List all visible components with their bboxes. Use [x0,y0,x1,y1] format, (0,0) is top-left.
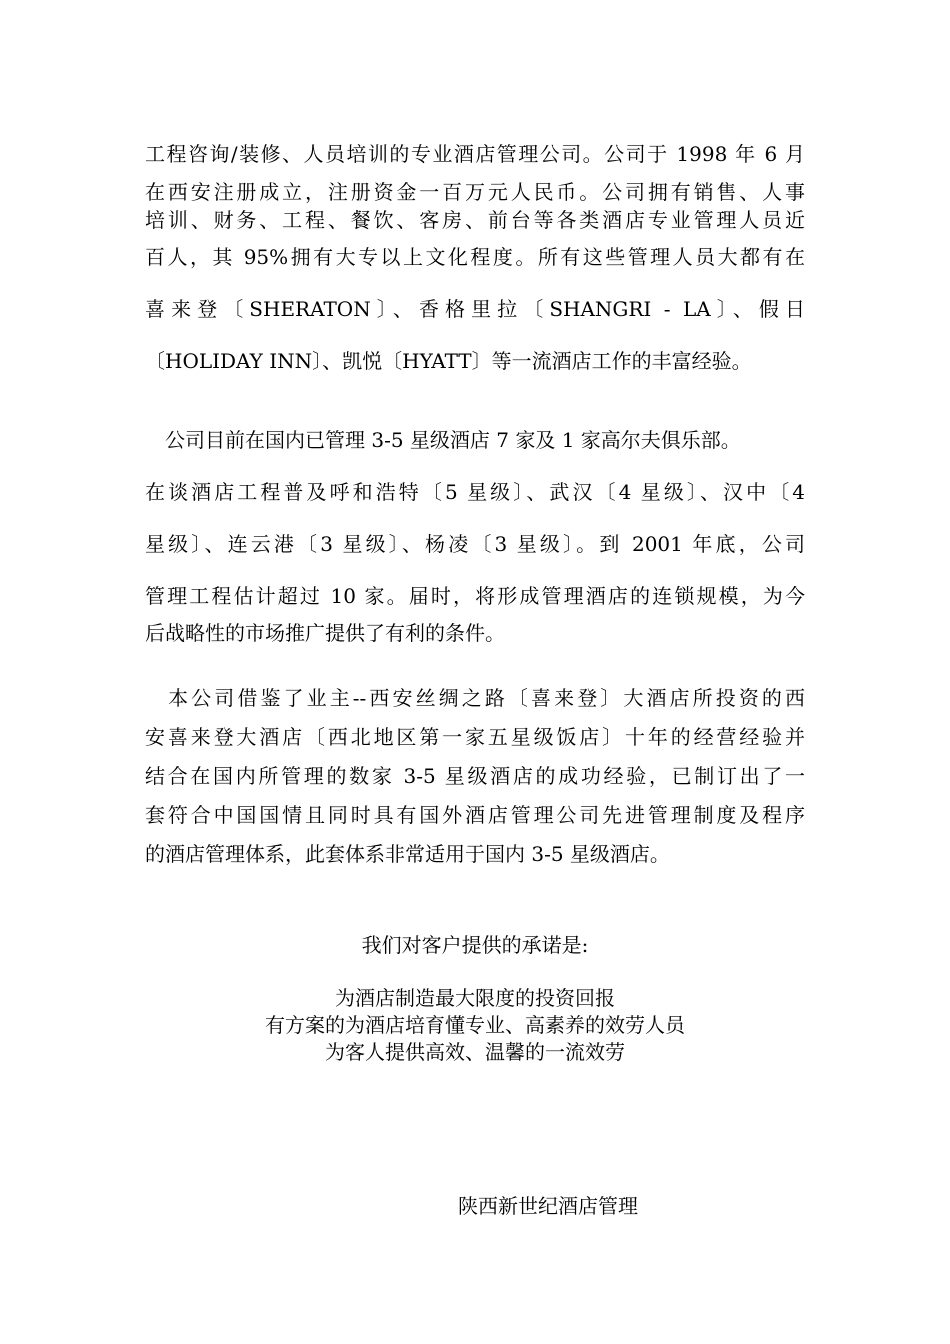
paragraph-line: 安喜来登大酒店〔西北地区第一家五星级饭店〕十年的经营经验并 [145,725,805,749]
paragraph-line: 结合在国内所管理的数家 3-5 星级酒店的成功经验，已制订出了一 [145,764,805,788]
paragraph-line: 在西安注册成立，注册资金一百万元人民币。公司拥有销售、人事 [145,180,805,204]
paragraph-line: 〔HOLIDAY INN〕、凯悦〔HYATT〕等一流酒店工作的丰富经验。 [145,349,752,373]
promise-heading: 我们对客户提供的承诺是: [361,933,589,957]
promise-item: 为酒店制造最大限度的投资回报 [335,986,615,1010]
promise-item: 有方案的为酒店培育懂专业、高素养的效劳人员 [265,1013,685,1037]
company-signature: 陕西新世纪酒店管理 [458,1194,638,1218]
paragraph-line: 后战略性的市场推广提供了有利的条件。 [145,621,505,645]
paragraph-line: 的酒店管理体系，此套体系非常适用于国内 3-5 星级酒店。 [145,842,670,866]
paragraph-line: 在谈酒店工程普及呼和浩特〔5 星级〕、武汉〔4 星级〕、汉中〔4 [145,480,805,504]
paragraph-line: 培训、财务、工程、餐饮、客房、前台等各类酒店专业管理人员近 [145,208,805,232]
paragraph-line: 百人，其 95%拥有大专以上文化程度。所有这些管理人员大都有在 [145,245,805,269]
paragraph-line: 套符合中国国情且同时具有国外酒店管理公司先进管理制度及程序 [145,803,805,827]
paragraph-line: 公司目前在国内已管理 3-5 星级酒店 7 家及 1 家高尔夫俱乐部。 [145,428,741,452]
promise-item: 为客人提供高效、温馨的一流效劳 [325,1040,625,1064]
paragraph-line: 喜来登〔SHERATON〕、香格里拉〔SHANGRI - LA〕、假日 [145,297,805,321]
paragraph-line: 管理工程估计超过 10 家。届时，将形成管理酒店的连锁规模，为今 [145,584,805,608]
paragraph-line: 星级〕、连云港〔3 星级〕、杨凌〔3 星级〕。到 2001 年底，公司 [145,532,805,556]
paragraph-line: 工程咨询/装修、人员培训的专业酒店管理公司。公司于 1998 年 6 月 [145,142,805,166]
paragraph-line: 本公司借鉴了业主--西安丝绸之路〔喜来登〕大酒店所投资的西 [145,686,805,710]
